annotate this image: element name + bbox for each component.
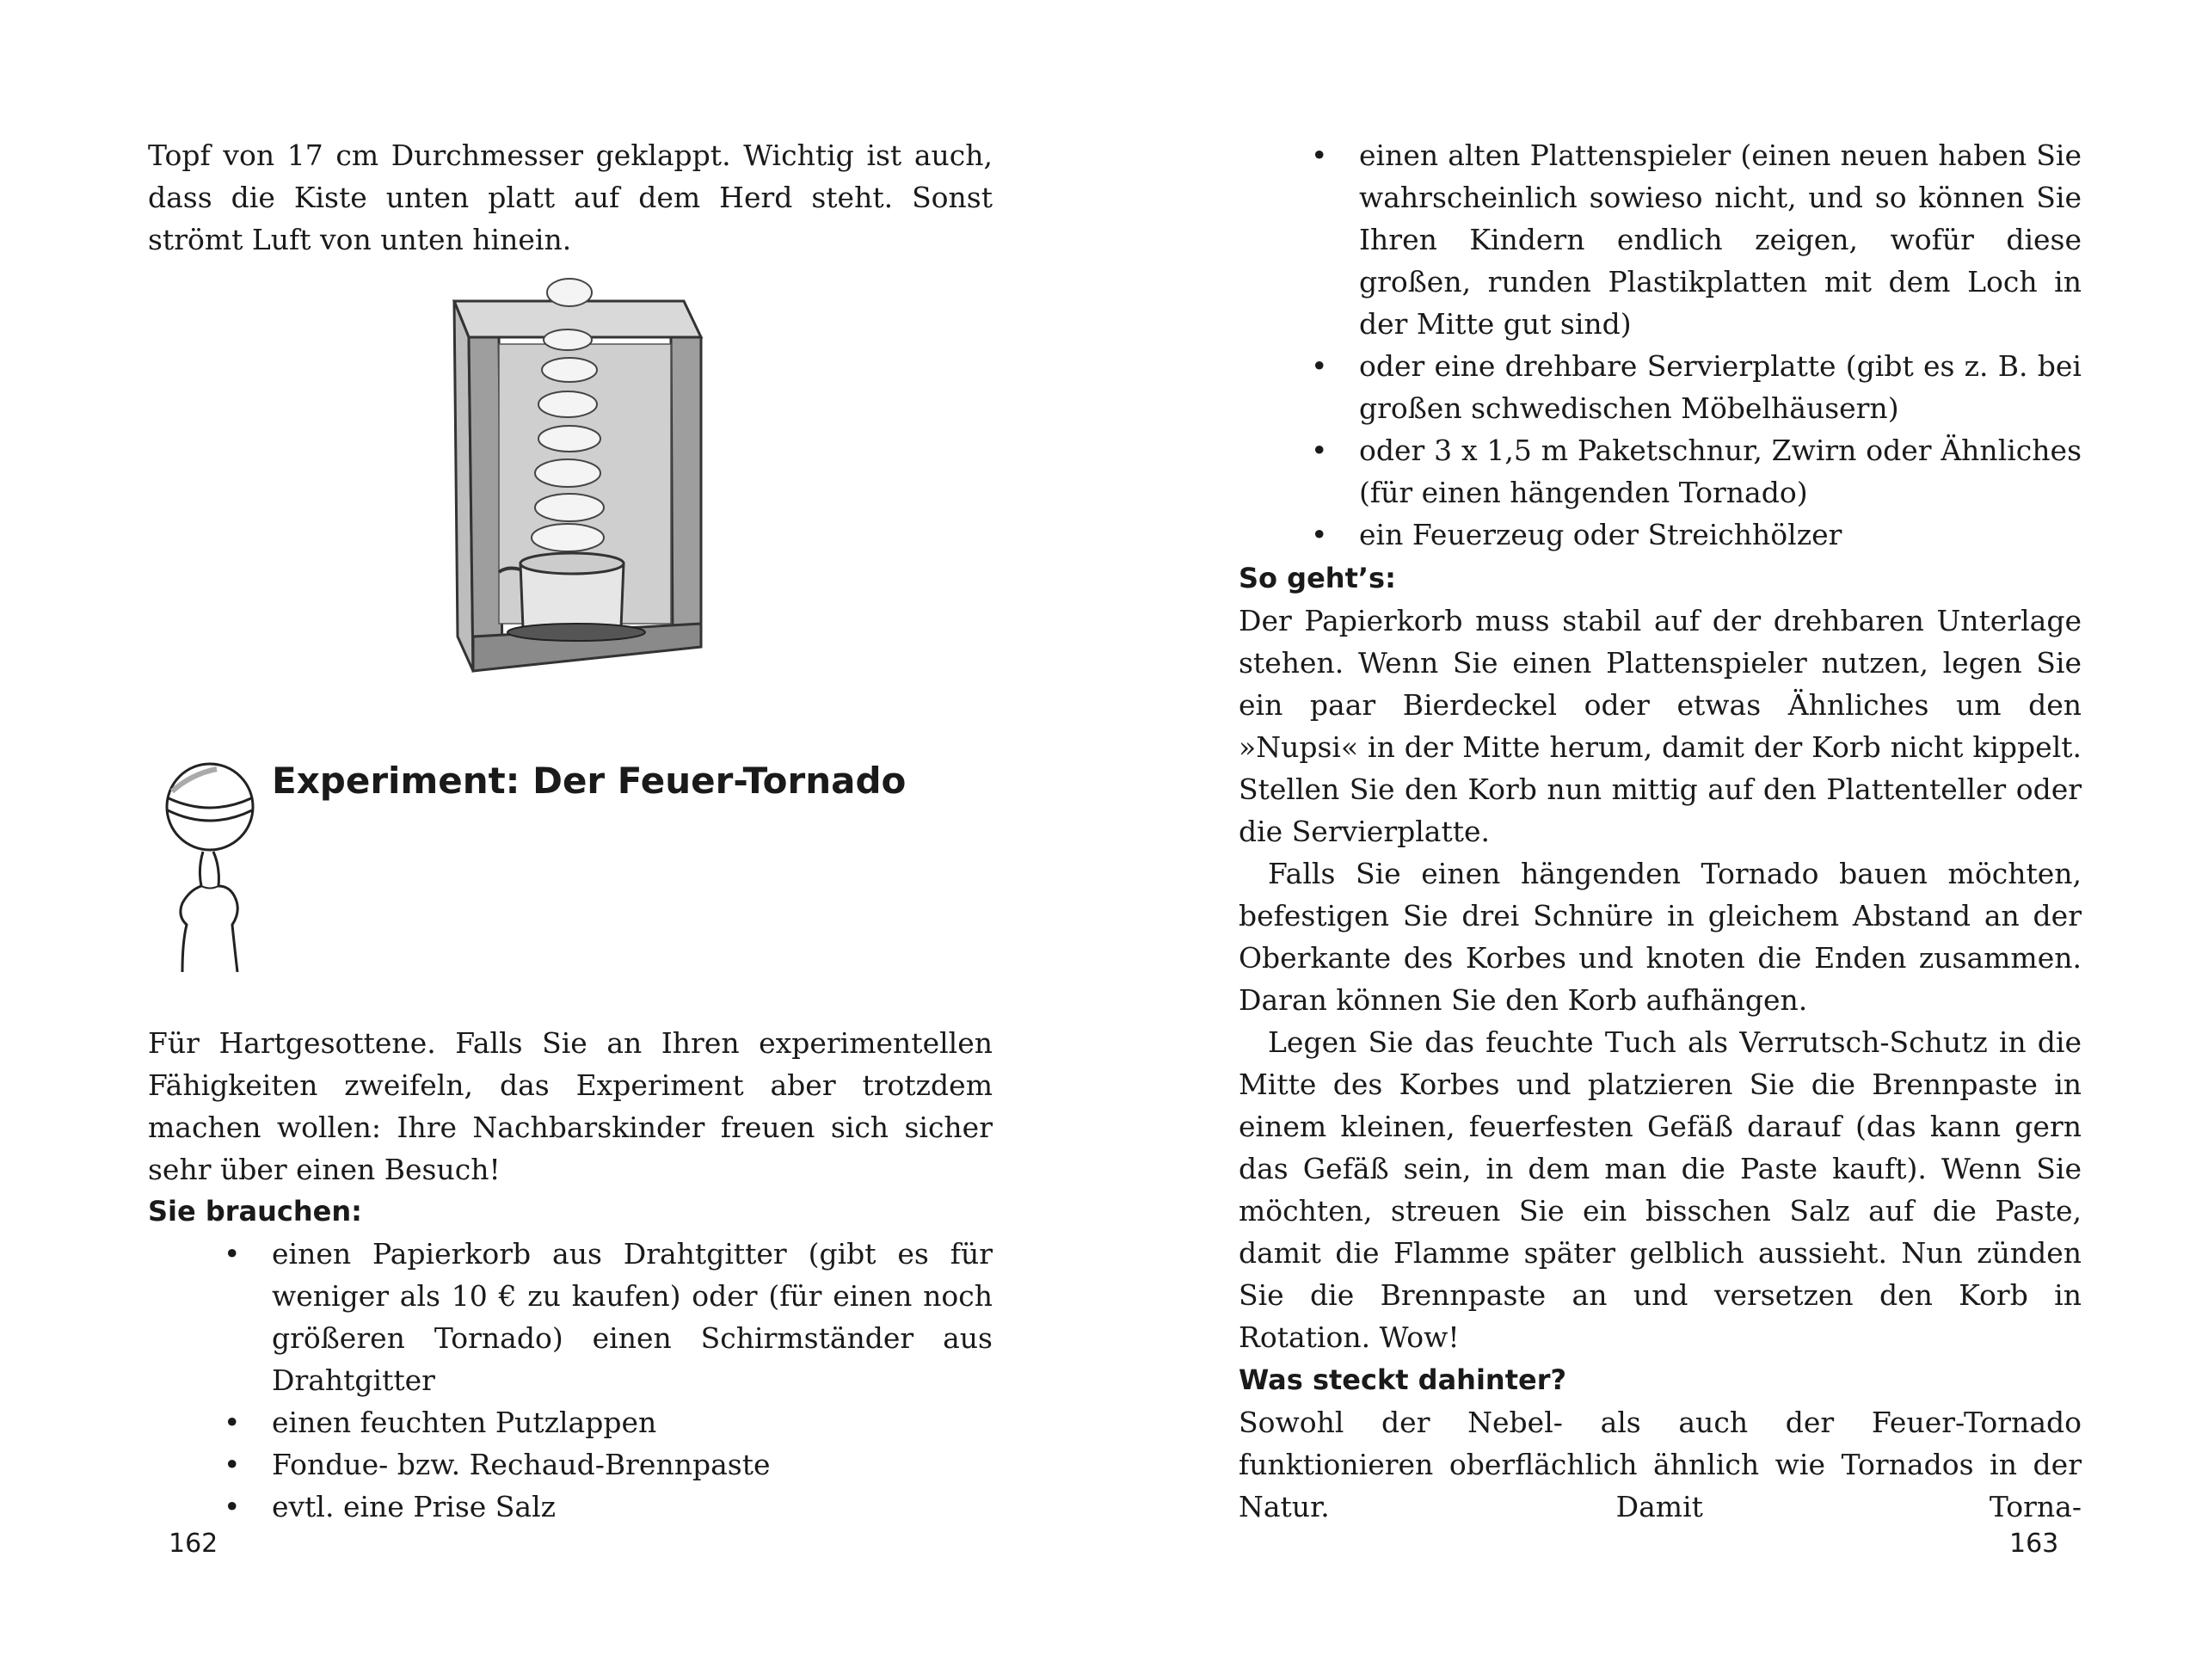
experiment-title: Experiment: Der Feuer-Tornado	[272, 760, 907, 802]
howto-section	[1239, 600, 2082, 1358]
list-item-text: einen alten Plattenspieler (einen neuen haben Sie wahrscheinlich sowieso nicht, und so können Sie Ihren Kindern endlich zeigen, wofür diese großen, runden Plastikplatten mit dem Loch in der Mitte gut sind)	[1359, 138, 2082, 341]
list-item	[1311, 345, 2082, 429]
bullet-icon: •	[1311, 518, 1328, 551]
howto-paragraph: Falls Sie einen hängenden Tornado bauen möchten, befestigen Sie drei Schnüre in gleichem Abstand an der Oberkante des Korbes und knoten die Enden zusammen. Daran können Sie den Korb aufhängen.	[1239, 857, 2082, 1017]
list-item-text: ein Feuerzeug oder Streichhölzer	[1359, 518, 1842, 551]
tornado-box-illustration	[439, 275, 714, 697]
behind-paragraph: Sowohl der Nebel- als auch der Feuer-Tornado funktionieren oberflächlich ähnlich wie Tornados in der Natur. Damit Torna-	[1239, 1406, 2082, 1523]
finger-ball-icon	[148, 757, 268, 981]
list-item-text: Fondue- bzw. Rechaud-Brennpaste	[272, 1448, 771, 1481]
bullet-icon: •	[224, 1237, 241, 1271]
page-number: 163	[2009, 1529, 2059, 1559]
list-item-text: oder eine drehbare Servierplatte (gibt es z. B. bei großen schwedischen Möbelhäusern)	[1359, 349, 2082, 425]
bullet-icon: •	[1311, 138, 1328, 172]
needs-list	[224, 1233, 993, 1528]
list-item	[1311, 134, 2082, 345]
bullet-icon: •	[224, 1448, 241, 1481]
list-item-text: evtl. eine Prise Salz	[272, 1490, 557, 1523]
bullet-icon: •	[1311, 349, 1328, 383]
bullet-icon: •	[1311, 434, 1328, 467]
behind-heading: Was steckt dahinter?	[1239, 1363, 1567, 1396]
howto-paragraph: Der Papierkorb muss stabil auf der drehbaren Unterlage stehen. Wenn Sie einen Plattenspieler nutzen, legen Sie ein paar Bierdeckel oder etwas Ähnliches um den »Nupsi« in der Mitte herum, damit der Korb nicht kippelt. Stellen Sie den Korb nun mittig auf den Plattenteller oder die Servierplatte.	[1239, 604, 2082, 848]
items-list	[1311, 134, 2082, 556]
experiment-intro-paragraph: Für Hartgesottene. Falls Sie an Ihren experimentellen Fähigkeiten zweifeln, das Experiment aber trotzdem machen wollen: Ihre Nachbarskinder freuen sich sicher sehr über einen Besuch!	[148, 1026, 993, 1186]
list-item	[1311, 514, 2082, 556]
list-item	[224, 1443, 993, 1486]
list-item	[1311, 429, 2082, 514]
howto-heading: So geht’s:	[1239, 562, 1396, 594]
list-item-text: einen Papierkorb aus Drahtgitter (gibt es für weniger als 10 € zu kaufen) oder (für einen noch größeren Tornado) einen Schirmständer aus Drahtgitter	[272, 1237, 993, 1397]
list-item-text: einen feuchten Putzlappen	[272, 1406, 657, 1439]
list-item	[224, 1401, 993, 1443]
list-item	[224, 1233, 993, 1401]
page-number: 162	[169, 1529, 218, 1559]
bullet-icon: •	[224, 1406, 241, 1439]
bullet-icon: •	[224, 1490, 241, 1523]
list-item	[224, 1486, 993, 1528]
needs-heading: Sie brauchen:	[148, 1195, 362, 1228]
intro-paragraph: Topf von 17 cm Durchmesser geklappt. Wichtig ist auch, dass die Kiste unten platt auf dem Herd steht. Sonst strömt Luft von unten hinein.	[148, 138, 993, 256]
howto-paragraph: Legen Sie das feuchte Tuch als Verrutsch-Schutz in die Mitte des Korbes und platzieren Sie die Brennpaste in einem kleinen, feuerfesten Gefäß darauf (das kann gern das Gefäß sein, in dem man die Paste kauft). Wenn Sie möchten, streuen Sie ein bisschen Salz auf die Paste, damit die Flamme später gelblich aussieht. Nun zünden Sie die Brennpaste an und versetzen den Korb in Rotation. Wow!	[1239, 1025, 2082, 1354]
list-item-text: oder 3 x 1,5 m Paketschnur, Zwirn oder Ähnliches (für einen hängenden Tornado)	[1359, 434, 2082, 509]
